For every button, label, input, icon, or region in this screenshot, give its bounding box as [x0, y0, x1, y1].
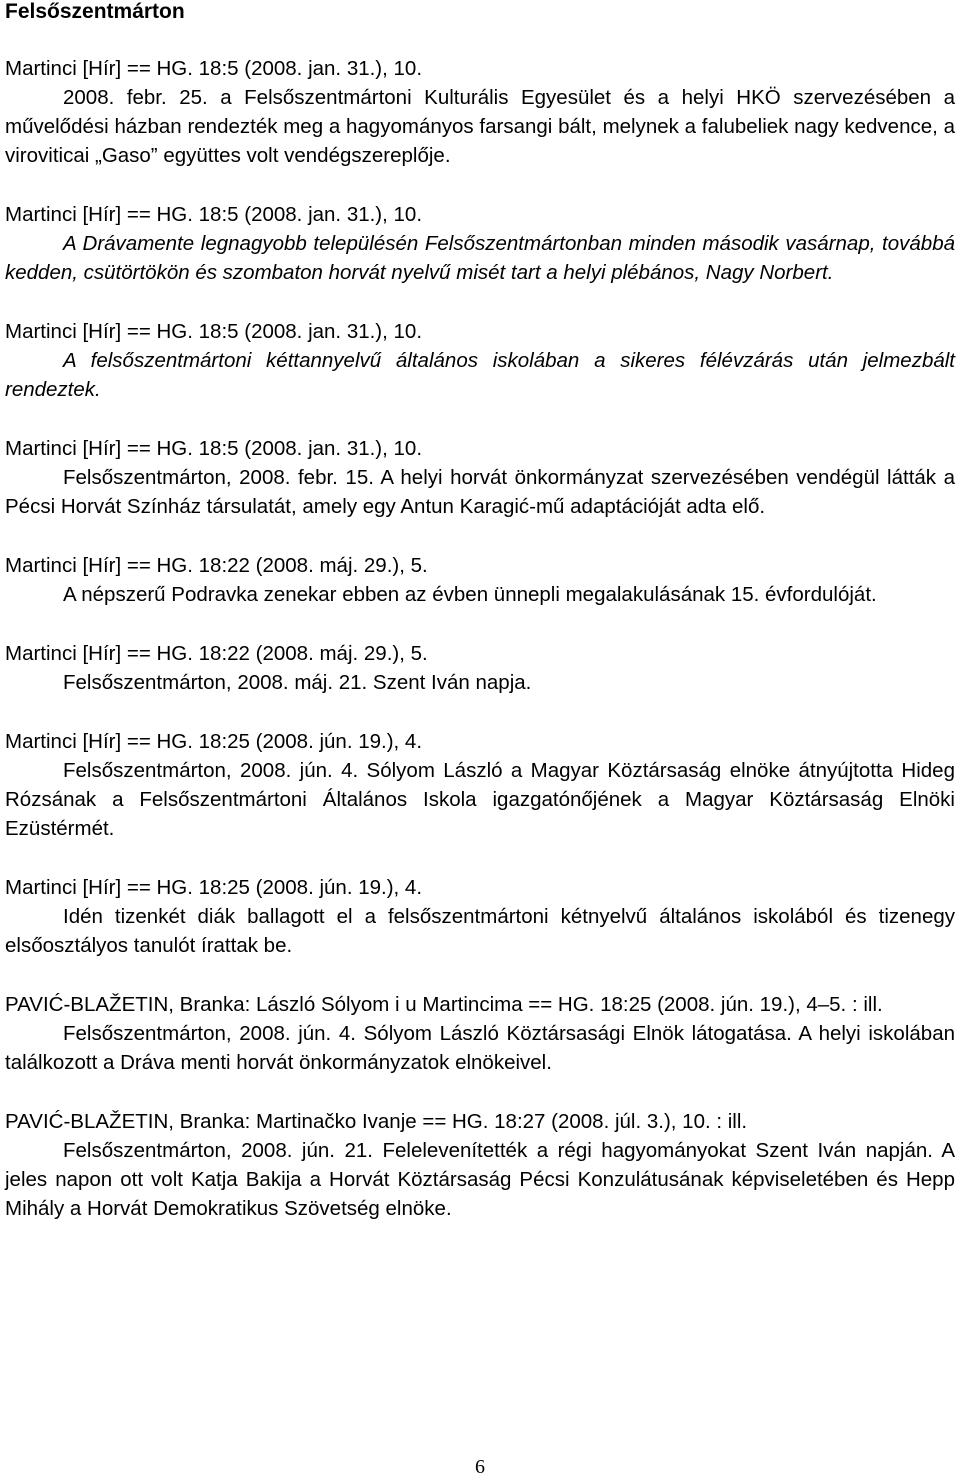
spacer	[5, 170, 955, 200]
entry-reference: PAVIĆ-BLAŽETIN, Branka: László Sólyom i u Martincima == HG. 18:25 (2008. jún. 19.), 4–5. : ill.	[5, 993, 883, 1016]
bibliography-entry	[5, 551, 955, 609]
entry-abstract	[5, 83, 955, 170]
entry-abstract	[5, 463, 955, 521]
entry-text: A népszerű Podravka zenekar ebben az évben ünnepli megalakulásának 15. évfordulóját.	[63, 583, 877, 606]
spacer	[5, 609, 955, 639]
entry-date: 2008. febr. 25.	[63, 86, 208, 109]
page-title: Felsőszentmárton	[5, 0, 185, 23]
bibliography-entry	[5, 873, 955, 960]
entry-text: Sólyom László a Magyar Köztársaság elnöke átnyújtotta Hideg Rózsának a Felsőszentmártoni Általános Iskola igazgatónőjének a Magyar Köztársaság Elnöki Ezüstérmét.	[5, 759, 955, 840]
entry-abstract	[5, 580, 955, 609]
bibliography-entry	[5, 54, 955, 170]
page-number: 6	[475, 1456, 485, 1478]
entry-reference: Martinci [Hír] == HG. 18:5 (2008. jan. 31.), 10.	[5, 203, 423, 226]
spacer	[5, 24, 955, 54]
entry-reference: Martinci [Hír] == HG. 18:5 (2008. jan. 31.), 10.	[5, 57, 423, 80]
spacer	[5, 287, 955, 317]
entry-abstract	[5, 229, 955, 287]
entry-text: A helyi horvát önkormányzat szervezésében vendégül látták a Pécsi Horvát Színház társulatát, amely egy Antun Karagić-mű adaptációját adta elő.	[5, 466, 955, 518]
spacer	[5, 697, 955, 727]
entry-date: Felsőszentmárton, 2008. febr. 15.	[63, 466, 374, 489]
entry-text: A Drávamente legnagyobb településén Felsőszentmártonban minden második vasárnap, továbbá kedden, csütörtökön és szombaton horvát nyelvű misét tart a helyi plébános, Nagy Norbert.	[5, 232, 955, 284]
bibliography-entry	[5, 727, 955, 843]
bibliography-entry	[5, 317, 955, 404]
entry-reference: Martinci [Hír] == HG. 18:22 (2008. máj. 29.), 5.	[5, 554, 428, 577]
entry-abstract	[5, 1136, 955, 1223]
spacer	[5, 1077, 955, 1107]
entry-text: Idén tizenkét diák ballagott el a felsőszentmártoni kétnyelvű általános iskolából és tizenegy elsőosztályos tanulót írattak be.	[5, 905, 955, 957]
entry-date: Felsőszentmárton, 2008. jún. 4. Sólyom László Köztársasági Elnök látogatása.	[63, 1022, 792, 1045]
entry-date: Felsőszentmárton, 2008. jún. 4.	[63, 759, 359, 782]
spacer	[5, 843, 955, 873]
entry-text: A felsőszentmártoni kéttannyelvű általános iskolában a sikeres félévzárás után jelmezbált rendeztek.	[5, 349, 955, 401]
entry-abstract	[5, 756, 955, 843]
entry-abstract	[5, 668, 955, 697]
entry-text: A helyi iskolában találkozott a Dráva menti horvát önkormányzatok elnökeivel.	[5, 1022, 955, 1074]
bibliography-entry	[5, 639, 955, 697]
entry-reference: Martinci [Hír] == HG. 18:25 (2008. jún. 19.), 4.	[5, 876, 423, 899]
entry-reference: Martinci [Hír] == HG. 18:22 (2008. máj. 29.), 5.	[5, 642, 428, 665]
spacer	[5, 521, 955, 551]
entry-text: Felsőszentmárton, 2008. jún. 21. Felelevenítették a régi hagyományokat Szent Iván napján. A jeles napon ott volt Katja Bakija a Horvát Köztársaság Pécsi Konzulátusának képviseletében és Hepp Mihály a Horvát Demokratikus Szövetség elnöke.	[5, 1139, 955, 1220]
document-page	[5, 0, 955, 1223]
bibliography-entry	[5, 1107, 955, 1223]
bibliography-entry	[5, 434, 955, 521]
entry-reference: Martinci [Hír] == HG. 18:25 (2008. jún. 19.), 4.	[5, 730, 423, 753]
bibliography-entry	[5, 200, 955, 287]
entry-reference: PAVIĆ-BLAŽETIN, Branka: Martinačko Ivanje == HG. 18:27 (2008. júl. 3.), 10. : ill.	[5, 1110, 748, 1133]
bibliography-entry	[5, 990, 955, 1077]
entry-reference: Martinci [Hír] == HG. 18:5 (2008. jan. 31.), 10.	[5, 437, 423, 460]
spacer	[5, 960, 955, 990]
entry-abstract	[5, 346, 955, 404]
entry-abstract	[5, 902, 955, 960]
entry-reference: Martinci [Hír] == HG. 18:5 (2008. jan. 31.), 10.	[5, 320, 423, 343]
spacer	[5, 404, 955, 434]
entry-text: Felsőszentmárton, 2008. máj. 21. Szent Iván napja.	[63, 671, 532, 694]
entry-text: a Felsőszentmártoni Kulturális Egyesület és a helyi HKÖ szervezésében a művelődési házban rendezték meg a hagyományos farsangi bált, melynek a falubeliek nagy kedvence, a viroviticai „Gaso” együttes volt vendégszereplője.	[5, 86, 955, 167]
entry-abstract	[5, 1019, 955, 1077]
